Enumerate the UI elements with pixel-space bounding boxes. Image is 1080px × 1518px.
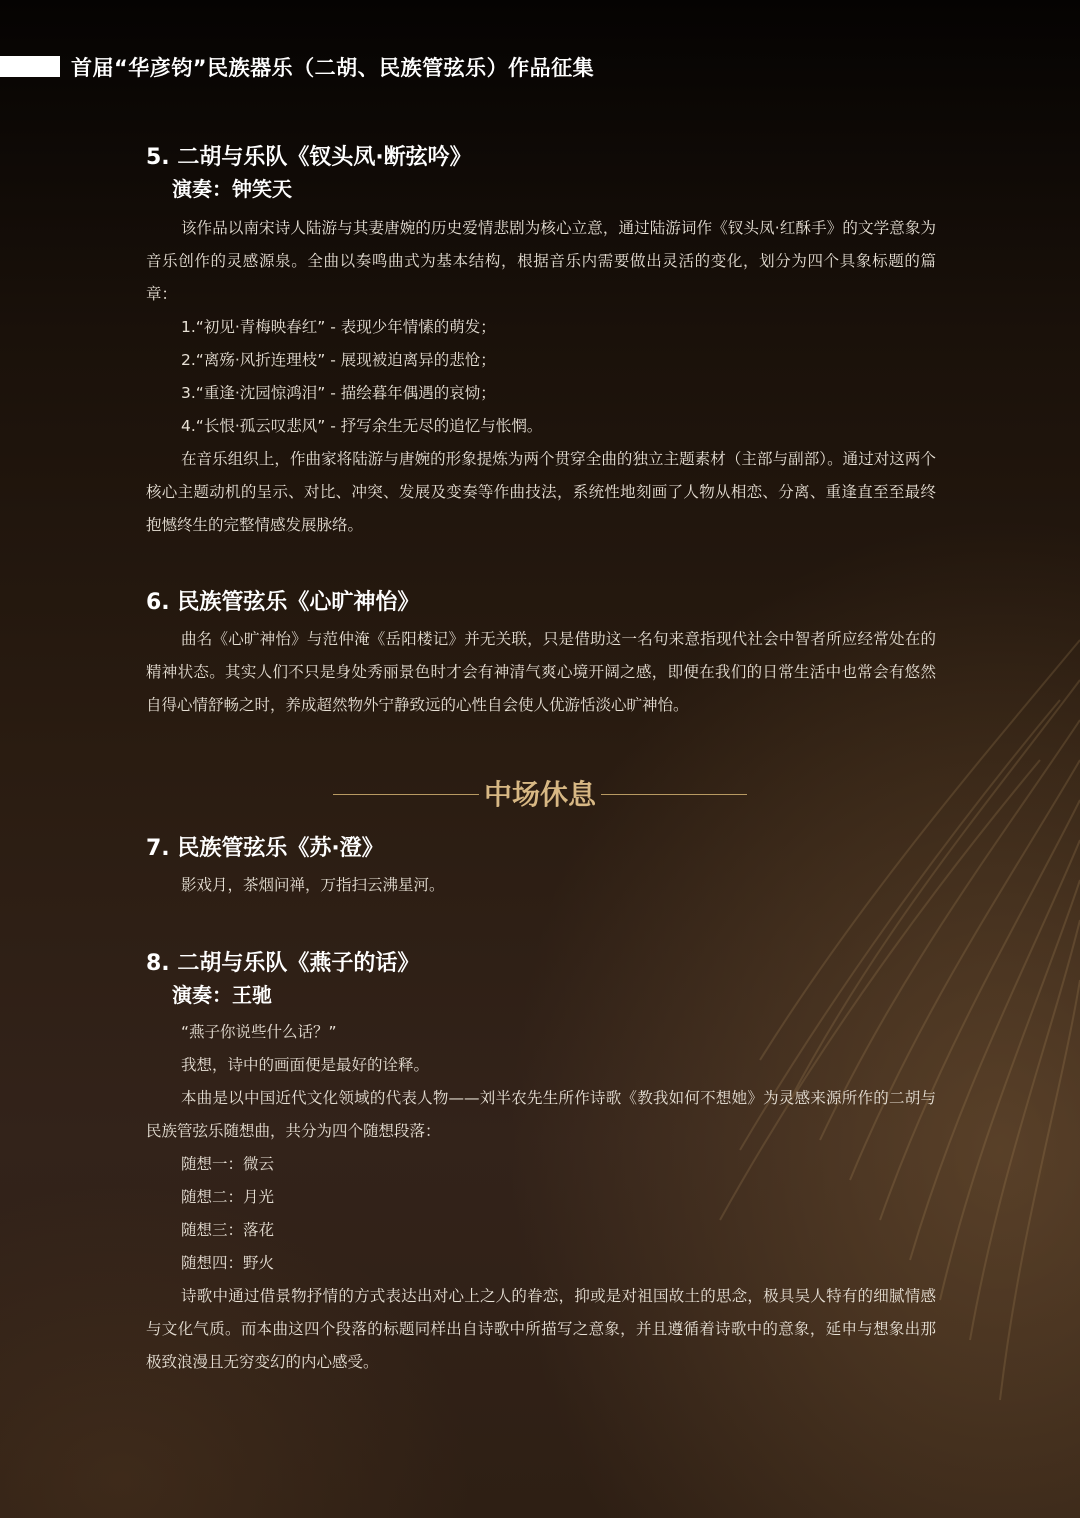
program-item-6 xyxy=(146,587,936,722)
program-item-description: 该作品以南宋诗人陆游与其妻唐婉的历史爱情悲剧为核心立意，通过陆游词作《钗头凤·红酥手》的文学意象为音乐创作的灵感源泉。全曲以奏鸣曲式为基本结构，根据音乐内需要做出灵活的变化，划分为四个具象标题的篇章： xyxy=(146,219,936,303)
program-item-description: 本曲是以中国近代文化领域的代表人物——刘半农先生所作诗歌《教我如何不想她》为灵感来源所作的二胡与民族管弦乐随想曲，共分为四个随想段落： xyxy=(146,1089,936,1140)
intermission-divider xyxy=(333,772,747,818)
program-item-description: 诗歌中通过借景物抒情的方式表达出对心上之人的眷恋，抑或是对祖国故土的思念，极具吴人特有的细腻情感与文化气质。而本曲这四个段落的标题同样出自诗歌中所描写之意象，并且遵循着诗歌中的意象，延申与想象出那极致浪漫且无穷变幻的内心感受。 xyxy=(146,1287,936,1371)
program-item-5 xyxy=(146,142,936,542)
program-item-8 xyxy=(146,948,936,1379)
program-item-title: 8. 二胡与乐队《燕子的话》 xyxy=(146,951,420,976)
program-item-title: 7. 民族管弦乐《苏·澄》 xyxy=(146,836,384,861)
chapter-item: 2.“离殇·风折连理枝” - 展现被迫离异的悲怆； xyxy=(181,351,496,369)
movement-item: 随想一：微云 xyxy=(181,1155,275,1173)
divider-line-left xyxy=(333,794,479,795)
divider-line-right xyxy=(601,794,747,795)
chapter-item: 4.“长恨·孤云叹悲风” - 抒写余生无尽的追忆与怅惘。 xyxy=(181,417,543,435)
program-item-7 xyxy=(146,833,936,902)
movement-item: 随想四：野火 xyxy=(181,1254,275,1272)
program-item-title: 5. 二胡与乐队《钗头凤·断弦吟》 xyxy=(146,145,472,170)
program-item-title: 6. 民族管弦乐《心旷神怡》 xyxy=(146,590,420,615)
program-item-description: 曲名《心旷神怡》与范仲淹《岳阳楼记》并无关联，只是借助这一名句来意指现代社会中智者所应经常处在的精神状态。其实人们不只是身处秀丽景色时才会有神清气爽心境开阔之感，即便在我们的日常生活中也常会有悠然自得心情舒畅之时，养成超然物外宁静致远的心性自会使人优游恬淡心旷神怡。 xyxy=(146,630,936,714)
chapter-item: 3.“重逢·沈园惊鸿泪” - 描绘暮年偶遇的哀恸； xyxy=(181,384,496,402)
program-item-performer: 演奏：王驰 xyxy=(172,983,272,1007)
program-item-performer: 演奏：钟笑天 xyxy=(172,177,292,201)
header-title: 首届“华彦钧”民族器乐（二胡、民族管弦乐）作品征集 xyxy=(71,56,595,80)
chapter-item: 1.“初见·青梅映春红” - 表现少年情愫的萌发； xyxy=(181,318,496,336)
movement-item: 随想二：月光 xyxy=(181,1188,275,1206)
movement-item: 随想三：落花 xyxy=(181,1221,275,1239)
program-item-description: 影戏月，茶烟问禅，万指扫云沸星河。 xyxy=(181,876,445,894)
program-item-description: 在音乐组织上，作曲家将陆游与唐婉的形象提炼为两个贯穿全曲的独立主题素材（主部与副部）。通过对这两个核心主题动机的呈示、对比、冲突、发展及变奏等作曲技法，系统性地刻画了人物从相恋、分离、重逢直至至最终抱憾终生的完整情感发展脉络。 xyxy=(146,450,936,534)
header-accent-bar xyxy=(0,56,60,77)
quote-line: “燕子你说些什么话？” xyxy=(181,1023,337,1041)
intermission-label: 中场休息 xyxy=(483,778,596,811)
page-header xyxy=(0,52,1080,82)
text-line: 我想，诗中的画面便是最好的诠释。 xyxy=(181,1056,430,1074)
